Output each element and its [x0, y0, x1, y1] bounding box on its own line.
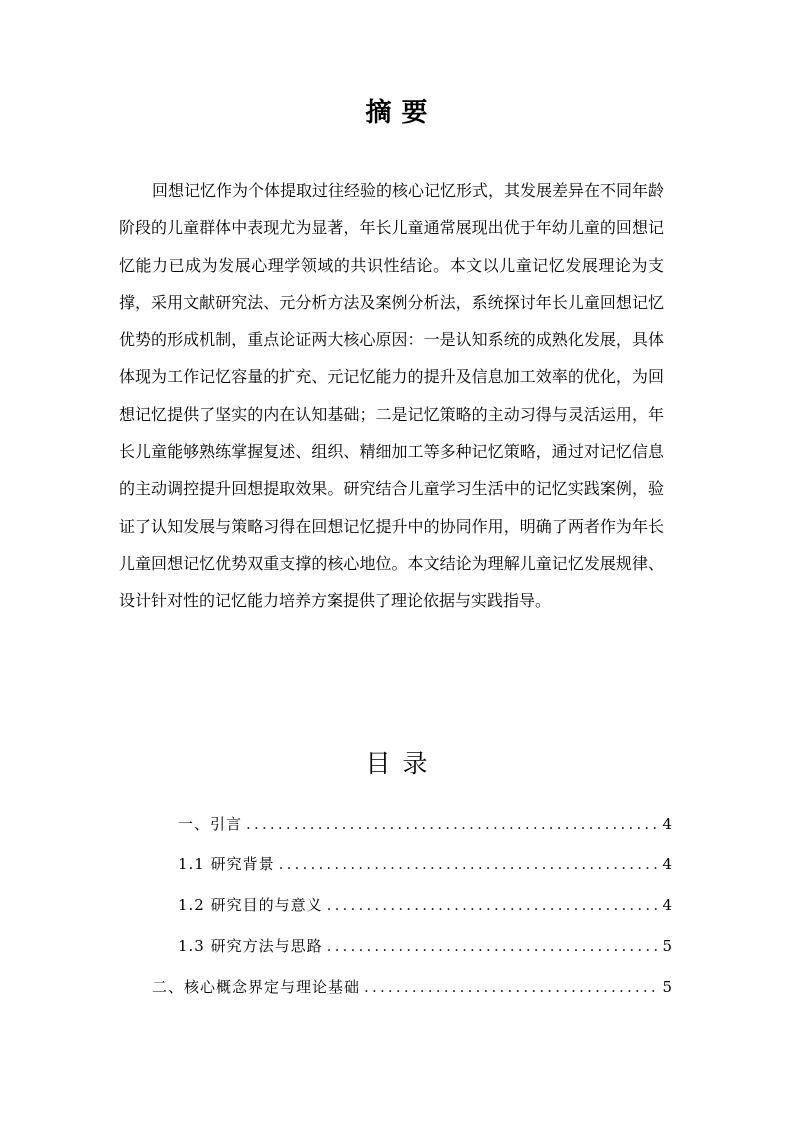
- toc-entry-research-background[interactable]: [178, 850, 672, 878]
- abstract-line: 优势的形成机制，重点论证两大核心原因：一是认知系统的成熟化发展，具体: [119, 330, 664, 350]
- abstract-line: 忆能力已成为发展心理学领域的共识性结论。本文以儿童记忆发展理论为支: [119, 255, 664, 275]
- abstract-line: 想记忆提供了坚实的内在认知基础；二是记忆策略的主动习得与灵活运用，年: [119, 404, 664, 424]
- abstract-line: 阶段的儿童群体中表现尤为显著，年长儿童通常展现出优于年幼儿童的回想记: [119, 218, 664, 238]
- toc-dot-leader: [279, 850, 659, 878]
- toc-entry-label: 1.3 研究方法与思路: [178, 937, 323, 955]
- toc-entry-label: 二、核心概念界定与理论基础: [152, 978, 361, 996]
- abstract-line: 证了认知发展与策略习得在回想记忆提升中的协同作用，明确了两者作为年长: [119, 516, 664, 536]
- toc-dot-leader: [327, 891, 659, 919]
- toc-entry-core-concepts[interactable]: [152, 973, 672, 1001]
- abstract-line: 儿童回想记忆优势双重支撑的核心地位。本文结论为理解儿童记忆发展规律、: [119, 553, 664, 573]
- toc-page-number: 4: [662, 855, 672, 873]
- toc-dot-leader: [364, 973, 658, 1001]
- toc-entry-label: 1.1 研究背景: [178, 855, 275, 873]
- toc-entry-research-methods[interactable]: [178, 932, 672, 960]
- abstract-title: 摘要: [365, 98, 438, 128]
- abstract-line: 设计针对性的记忆能力培养方案提供了理论依据与实践指导。: [119, 591, 552, 611]
- toc-entry-research-purpose[interactable]: [178, 891, 672, 919]
- toc-page-number: 4: [662, 896, 672, 914]
- abstract-line: 回想记忆作为个体提取过往经验的核心记忆形式，其发展差异在不同年龄: [152, 181, 665, 200]
- toc-dot-leader: [246, 810, 658, 838]
- toc-dot-leader: [327, 932, 659, 960]
- toc-title: 目录: [365, 749, 440, 778]
- toc-entry-label: 1.2 研究目的与意义: [178, 896, 323, 914]
- abstract-line: 长儿童能够熟练掌握复述、组织、精细加工等多种记忆策略，通过对记忆信息: [119, 442, 664, 462]
- toc-page-number: 4: [662, 815, 672, 833]
- toc-entry-introduction[interactable]: [178, 810, 672, 838]
- toc-entry-label: 一、引言: [178, 815, 243, 833]
- toc-page-number: 5: [662, 937, 672, 955]
- abstract-line: 体现为工作记忆容量的扩充、元记忆能力的提升及信息加工效率的优化，为回: [119, 367, 664, 387]
- abstract-body: [119, 172, 664, 620]
- abstract-line: 撑，采用文献研究法、元分析方法及案例分析法，系统探讨年长儿童回想记忆: [119, 292, 664, 312]
- toc-page-number: 5: [662, 978, 672, 996]
- abstract-line: 的主动调控提升回想提取效果。研究结合儿童学习生活中的记忆实践案例，验: [119, 479, 664, 499]
